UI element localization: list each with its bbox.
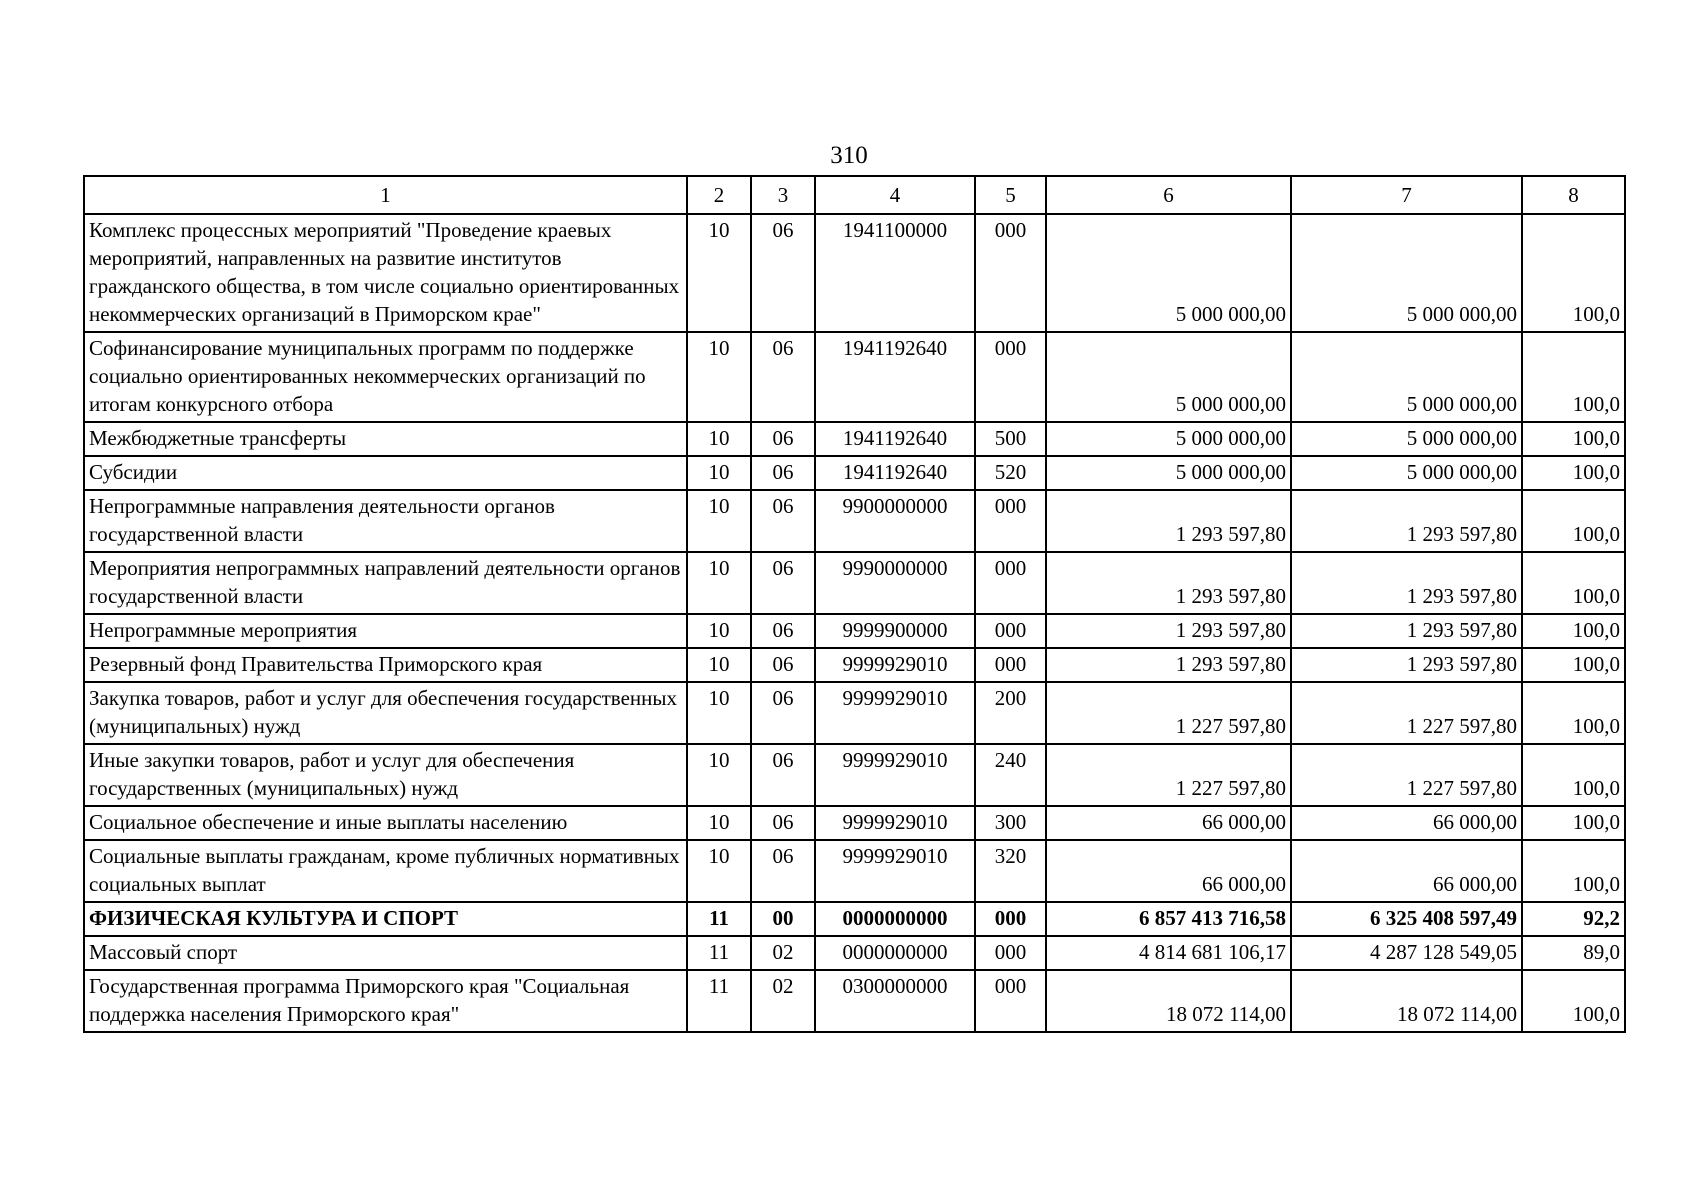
actual-amount-cell: 4 287 128 549,05 bbox=[1291, 936, 1522, 970]
planned-amount-cell: 4 814 681 106,17 bbox=[1046, 936, 1291, 970]
row-name-cell: Субсидии bbox=[84, 456, 687, 490]
section-code-cell: 10 bbox=[687, 552, 751, 614]
section-code-cell: 10 bbox=[687, 682, 751, 744]
expense-type-code-cell: 000 bbox=[975, 490, 1046, 552]
actual-amount-cell: 1 227 597,80 bbox=[1291, 744, 1522, 806]
table-row bbox=[84, 614, 1625, 648]
table-row bbox=[84, 970, 1625, 1032]
subsection-code-cell: 06 bbox=[751, 744, 815, 806]
section-code-cell: 10 bbox=[687, 806, 751, 840]
row-name-cell: Резервный фонд Правительства Приморского края bbox=[84, 648, 687, 682]
column-header-1: 1 bbox=[84, 176, 687, 214]
expense-type-code-cell: 000 bbox=[975, 552, 1046, 614]
execution-percent-cell: 100,0 bbox=[1522, 648, 1625, 682]
target-article-code-cell: 9999929010 bbox=[815, 840, 975, 902]
execution-percent-cell: 100,0 bbox=[1522, 214, 1625, 332]
subsection-code-cell: 06 bbox=[751, 840, 815, 902]
expense-type-code-cell: 000 bbox=[975, 614, 1046, 648]
page-number: 310 bbox=[830, 142, 868, 169]
budget-table bbox=[83, 175, 1626, 1033]
planned-amount-cell: 5 000 000,00 bbox=[1046, 214, 1291, 332]
target-article-code-cell: 9999900000 bbox=[815, 614, 975, 648]
target-article-code-cell: 1941100000 bbox=[815, 214, 975, 332]
execution-percent-cell: 100,0 bbox=[1522, 806, 1625, 840]
section-code-cell: 10 bbox=[687, 214, 751, 332]
section-code-cell: 10 bbox=[687, 840, 751, 902]
subsection-code-cell: 06 bbox=[751, 332, 815, 422]
subsection-code-cell: 06 bbox=[751, 648, 815, 682]
planned-amount-cell: 66 000,00 bbox=[1046, 840, 1291, 902]
target-article-code-cell: 0000000000 bbox=[815, 936, 975, 970]
planned-amount-cell: 1 293 597,80 bbox=[1046, 490, 1291, 552]
execution-percent-cell: 100,0 bbox=[1522, 490, 1625, 552]
planned-amount-cell: 1 293 597,80 bbox=[1046, 614, 1291, 648]
row-name-cell: Социальные выплаты гражданам, кроме публичных нормативных социальных выплат bbox=[84, 840, 687, 902]
planned-amount-cell: 5 000 000,00 bbox=[1046, 456, 1291, 490]
row-name-cell: Комплекс процессных мероприятий "Проведение краевых мероприятий, направленных на развитие институтов гражданского общества, в том числе социально ориентированных некоммерческих организаций в Приморском крае" bbox=[84, 214, 687, 332]
expense-type-code-cell: 000 bbox=[975, 648, 1046, 682]
planned-amount-cell: 1 293 597,80 bbox=[1046, 648, 1291, 682]
table-row bbox=[84, 214, 1625, 332]
planned-amount-cell: 6 857 413 716,58 bbox=[1046, 902, 1291, 936]
section-code-cell: 11 bbox=[687, 970, 751, 1032]
expense-type-code-cell: 000 bbox=[975, 902, 1046, 936]
table-row bbox=[84, 936, 1625, 970]
section-code-cell: 10 bbox=[687, 490, 751, 552]
column-header-7: 7 bbox=[1291, 176, 1522, 214]
row-name-cell: Государственная программа Приморского края "Социальная поддержка населения Приморского края" bbox=[84, 970, 687, 1032]
row-name-cell: Непрограммные направления деятельности органов государственной власти bbox=[84, 490, 687, 552]
section-code-cell: 10 bbox=[687, 456, 751, 490]
row-name-cell: Социальное обеспечение и иные выплаты населению bbox=[84, 806, 687, 840]
actual-amount-cell: 5 000 000,00 bbox=[1291, 422, 1522, 456]
actual-amount-cell: 1 293 597,80 bbox=[1291, 614, 1522, 648]
target-article-code-cell: 0000000000 bbox=[815, 902, 975, 936]
actual-amount-cell: 18 072 114,00 bbox=[1291, 970, 1522, 1032]
column-header-5: 5 bbox=[975, 176, 1046, 214]
expense-type-code-cell: 200 bbox=[975, 682, 1046, 744]
target-article-code-cell: 9999929010 bbox=[815, 682, 975, 744]
actual-amount-cell: 1 227 597,80 bbox=[1291, 682, 1522, 744]
actual-amount-cell: 1 293 597,80 bbox=[1291, 648, 1522, 682]
section-code-cell: 10 bbox=[687, 744, 751, 806]
actual-amount-cell: 6 325 408 597,49 bbox=[1291, 902, 1522, 936]
column-header-6: 6 bbox=[1046, 176, 1291, 214]
row-name-cell: Межбюджетные трансферты bbox=[84, 422, 687, 456]
actual-amount-cell: 66 000,00 bbox=[1291, 806, 1522, 840]
subsection-code-cell: 06 bbox=[751, 490, 815, 552]
section-code-cell: 10 bbox=[687, 422, 751, 456]
actual-amount-cell: 5 000 000,00 bbox=[1291, 332, 1522, 422]
subsection-code-cell: 06 bbox=[751, 552, 815, 614]
expense-type-code-cell: 520 bbox=[975, 456, 1046, 490]
expense-type-code-cell: 300 bbox=[975, 806, 1046, 840]
actual-amount-cell: 1 293 597,80 bbox=[1291, 490, 1522, 552]
target-article-code-cell: 9999929010 bbox=[815, 806, 975, 840]
table-row bbox=[84, 840, 1625, 902]
planned-amount-cell: 1 227 597,80 bbox=[1046, 744, 1291, 806]
table-row bbox=[84, 422, 1625, 456]
execution-percent-cell: 89,0 bbox=[1522, 936, 1625, 970]
target-article-code-cell: 0300000000 bbox=[815, 970, 975, 1032]
expense-type-code-cell: 240 bbox=[975, 744, 1046, 806]
planned-amount-cell: 5 000 000,00 bbox=[1046, 422, 1291, 456]
execution-percent-cell: 100,0 bbox=[1522, 744, 1625, 806]
subsection-code-cell: 02 bbox=[751, 936, 815, 970]
table-row bbox=[84, 456, 1625, 490]
target-article-code-cell: 9990000000 bbox=[815, 552, 975, 614]
planned-amount-cell: 18 072 114,00 bbox=[1046, 970, 1291, 1032]
expense-type-code-cell: 000 bbox=[975, 970, 1046, 1032]
table-row bbox=[84, 902, 1625, 936]
expense-type-code-cell: 000 bbox=[975, 936, 1046, 970]
subsection-code-cell: 06 bbox=[751, 614, 815, 648]
planned-amount-cell: 5 000 000,00 bbox=[1046, 332, 1291, 422]
row-name-cell: Софинансирование муниципальных программ по поддержке социально ориентированных некоммерческих организаций по итогам конкурсного отбора bbox=[84, 332, 687, 422]
column-number-header-row bbox=[84, 176, 1625, 214]
target-article-code-cell: 1941192640 bbox=[815, 456, 975, 490]
planned-amount-cell: 66 000,00 bbox=[1046, 806, 1291, 840]
planned-amount-cell: 1 293 597,80 bbox=[1046, 552, 1291, 614]
table-row bbox=[84, 682, 1625, 744]
section-code-cell: 10 bbox=[687, 648, 751, 682]
subsection-code-cell: 02 bbox=[751, 970, 815, 1032]
execution-percent-cell: 100,0 bbox=[1522, 970, 1625, 1032]
target-article-code-cell: 9999929010 bbox=[815, 648, 975, 682]
target-article-code-cell: 1941192640 bbox=[815, 422, 975, 456]
expense-type-code-cell: 000 bbox=[975, 332, 1046, 422]
row-name-cell: Иные закупки товаров, работ и услуг для обеспечения государственных (муниципальных) нужд bbox=[84, 744, 687, 806]
table-row bbox=[84, 552, 1625, 614]
actual-amount-cell: 66 000,00 bbox=[1291, 840, 1522, 902]
column-header-4: 4 bbox=[815, 176, 975, 214]
execution-percent-cell: 100,0 bbox=[1522, 422, 1625, 456]
row-name-cell: ФИЗИЧЕСКАЯ КУЛЬТУРА И СПОРТ bbox=[84, 902, 687, 936]
expense-type-code-cell: 000 bbox=[975, 214, 1046, 332]
subsection-code-cell: 06 bbox=[751, 456, 815, 490]
row-name-cell: Закупка товаров, работ и услуг для обеспечения государственных (муниципальных) нужд bbox=[84, 682, 687, 744]
table-row bbox=[84, 806, 1625, 840]
table-row bbox=[84, 744, 1625, 806]
planned-amount-cell: 1 227 597,80 bbox=[1046, 682, 1291, 744]
table-row bbox=[84, 490, 1625, 552]
row-name-cell: Мероприятия непрограммных направлений деятельности органов государственной власти bbox=[84, 552, 687, 614]
actual-amount-cell: 1 293 597,80 bbox=[1291, 552, 1522, 614]
execution-percent-cell: 92,2 bbox=[1522, 902, 1625, 936]
section-code-cell: 10 bbox=[687, 614, 751, 648]
execution-percent-cell: 100,0 bbox=[1522, 552, 1625, 614]
target-article-code-cell: 1941192640 bbox=[815, 332, 975, 422]
table-row bbox=[84, 332, 1625, 422]
subsection-code-cell: 06 bbox=[751, 806, 815, 840]
section-code-cell: 11 bbox=[687, 902, 751, 936]
row-name-cell: Непрограммные мероприятия bbox=[84, 614, 687, 648]
execution-percent-cell: 100,0 bbox=[1522, 682, 1625, 744]
column-header-3: 3 bbox=[751, 176, 815, 214]
expense-type-code-cell: 320 bbox=[975, 840, 1046, 902]
subsection-code-cell: 06 bbox=[751, 214, 815, 332]
execution-percent-cell: 100,0 bbox=[1522, 840, 1625, 902]
table-row bbox=[84, 648, 1625, 682]
execution-percent-cell: 100,0 bbox=[1522, 456, 1625, 490]
actual-amount-cell: 5 000 000,00 bbox=[1291, 214, 1522, 332]
subsection-code-cell: 00 bbox=[751, 902, 815, 936]
section-code-cell: 11 bbox=[687, 936, 751, 970]
subsection-code-cell: 06 bbox=[751, 422, 815, 456]
target-article-code-cell: 9900000000 bbox=[815, 490, 975, 552]
row-name-cell: Массовый спорт bbox=[84, 936, 687, 970]
section-code-cell: 10 bbox=[687, 332, 751, 422]
column-header-2: 2 bbox=[687, 176, 751, 214]
target-article-code-cell: 9999929010 bbox=[815, 744, 975, 806]
column-header-8: 8 bbox=[1522, 176, 1625, 214]
expense-type-code-cell: 500 bbox=[975, 422, 1046, 456]
execution-percent-cell: 100,0 bbox=[1522, 614, 1625, 648]
actual-amount-cell: 5 000 000,00 bbox=[1291, 456, 1522, 490]
execution-percent-cell: 100,0 bbox=[1522, 332, 1625, 422]
subsection-code-cell: 06 bbox=[751, 682, 815, 744]
